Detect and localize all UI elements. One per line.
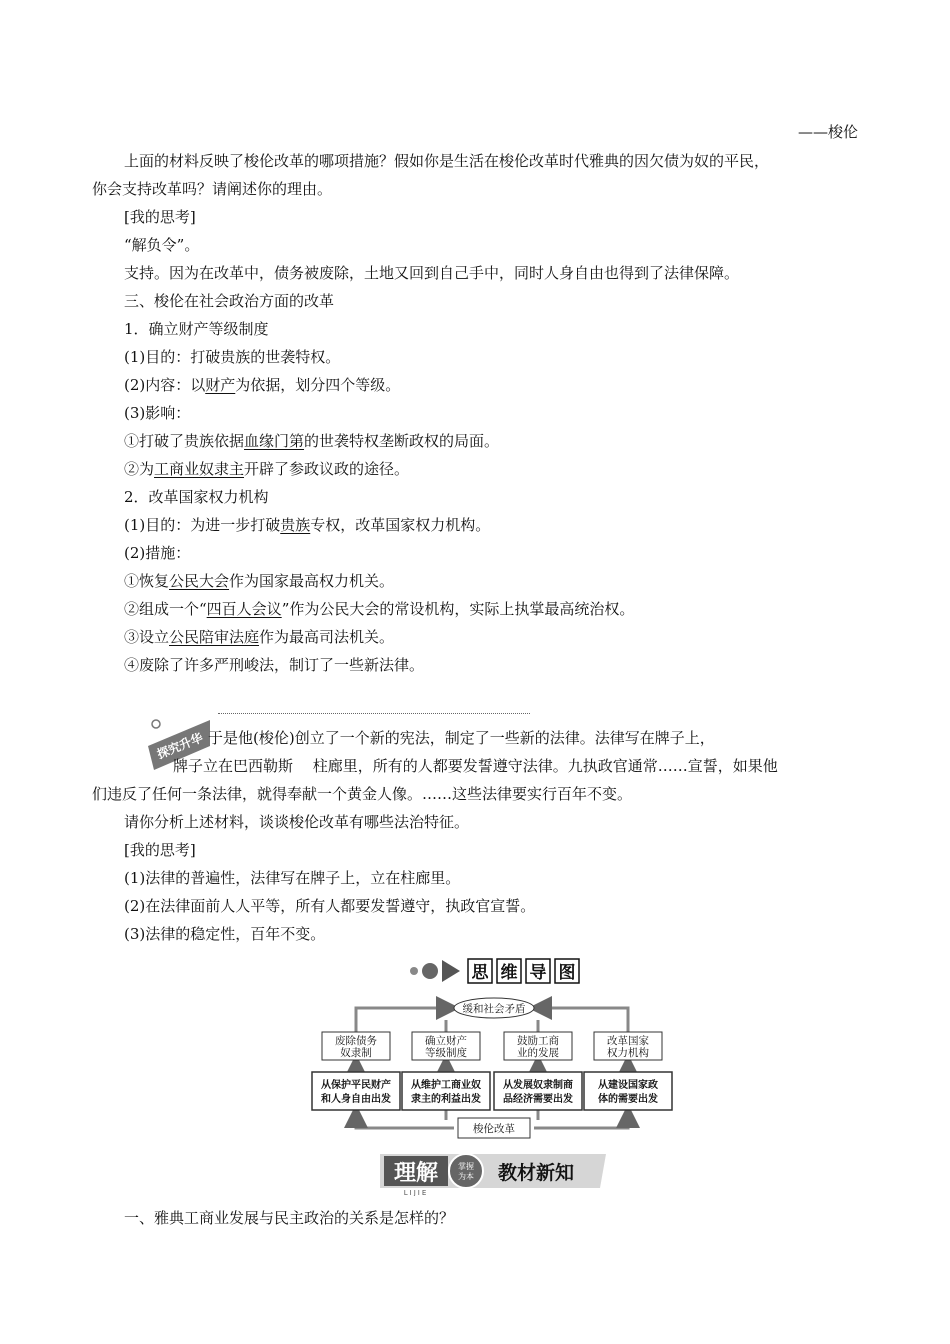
- underlined-key-term: 血缘门第: [244, 432, 305, 450]
- dot-icon: [410, 967, 418, 975]
- s2-measure-4: ④废除了许多严刑峻法，制订了一些新法律。: [124, 656, 425, 674]
- s1-impact-2: [124, 459, 409, 479]
- question-line-2: 你会支持改革吗？请阐述你的理由。: [92, 180, 333, 198]
- text-segment: ”作为公民大会的常设机构，实际上执掌最高统治权。: [281, 600, 635, 618]
- measure-label: 权力机构: [607, 1047, 649, 1059]
- text-segment: ③设立: [124, 628, 170, 646]
- measure-label: 奴隶制: [340, 1047, 372, 1059]
- s2-purpose: [124, 515, 490, 535]
- quote-source: ——梭伦: [797, 123, 858, 141]
- reason-label: 隶主的利益出发: [411, 1094, 481, 1105]
- reason-label: 从发展奴隶制商: [503, 1080, 573, 1091]
- s1-purpose: (1)目的：打破贵族的世袭特权。: [124, 348, 341, 366]
- banner-circle-bottom: 为本: [458, 1172, 474, 1181]
- final-question: 一、雅典工商业发展与民主政治的关系是怎样的？: [124, 1209, 455, 1227]
- reason-label: 从保护平民财产: [321, 1080, 391, 1091]
- s1-impact-1: [124, 431, 499, 451]
- mindmap-header: [408, 954, 588, 988]
- s2-measure-1: [124, 571, 394, 591]
- underlined-key-term: 财产: [205, 376, 236, 394]
- header-char: 思: [471, 963, 489, 983]
- text-segment: ①打破了贵族依据: [124, 432, 245, 450]
- subsection-2-title: 2．改革国家权力机构: [124, 488, 269, 506]
- underlined-key-term: 公民大会: [169, 572, 230, 590]
- reason-label: 和人身自由出发: [321, 1094, 391, 1105]
- banner-circle-top: 掌握: [458, 1162, 474, 1171]
- text-segment: ②为: [124, 460, 155, 478]
- measure-label: 废除债务: [335, 1035, 377, 1047]
- mindmap-bottom: 梭伦改革: [473, 1123, 515, 1135]
- dot-icon: [422, 963, 438, 979]
- text-segment: 为依据，划分四个等级。: [235, 376, 401, 394]
- reason-label: 从维护工商业奴: [411, 1080, 481, 1091]
- s2-measure-3: [124, 627, 394, 647]
- my-thinking-label: [我的思考]: [124, 208, 196, 226]
- measure-label: 改革国家: [607, 1035, 649, 1047]
- explore-line-2: 牌子立在巴西勒斯 柱廊里，所有的人都要发誓遵守法律。九执政官通常……宣誓，如果他: [173, 757, 778, 775]
- reason-label: 从建设国家政: [598, 1080, 658, 1091]
- explore-question: 请你分析上述材料，谈谈梭伦改革有哪些法治特征。: [124, 813, 470, 831]
- underlined-key-term: 四百人会议: [206, 600, 282, 618]
- explore-thinking-label: [我的思考]: [124, 841, 196, 859]
- explore-line-3: 们违反了任何一条法律，就得奉献一个黄金人像。……这些法律要实行百年不变。: [92, 785, 633, 803]
- explore-answer-3: (3)法律的稳定性，百年不变。: [124, 925, 326, 943]
- explore-badge-text: 探究升华: [155, 730, 205, 762]
- measure-label: 鼓励工商: [517, 1035, 559, 1047]
- underlined-key-term: 公民陪审法庭: [169, 628, 260, 646]
- mindmap-top: 缓和社会矛盾: [462, 1003, 526, 1015]
- section-heading: 三、梭伦在社会政治方面的改革: [124, 292, 335, 310]
- banner-main: 理解: [393, 1161, 439, 1186]
- text-segment: ②组成一个“: [124, 600, 207, 618]
- mindmap-diagram: [308, 996, 676, 1142]
- text-segment: 作为最高司法机关。: [259, 628, 395, 646]
- text-segment: (2)内容：以: [124, 376, 206, 394]
- banner-right: 教材新知: [497, 1162, 575, 1184]
- answer-line-1: “解负令”。: [124, 236, 200, 254]
- lijie-banner: [380, 1150, 606, 1196]
- measure-label: 确立财产: [425, 1035, 467, 1047]
- explore-line-1: 于是他(梭伦)创立了一个新的宪法，制定了一些新的法律。法律写在牌子上，: [208, 729, 715, 747]
- banner-circle-icon: [449, 1154, 483, 1188]
- measure-label: 业的发展: [517, 1047, 559, 1059]
- dotted-divider: [218, 713, 530, 714]
- s2-measure-2: [124, 599, 634, 619]
- text-segment: 开辟了参政议政的途径。: [244, 460, 410, 478]
- underlined-key-term: 工商业奴隶主: [154, 460, 245, 478]
- underlined-key-term: 贵族: [280, 516, 311, 534]
- answer-line-2: 支持。因为在改革中，债务被废除，土地又回到自己手中，同时人身自由也得到了法律保障。: [124, 264, 740, 282]
- explore-answer-1: (1)法律的普遍性，法律写在牌子上，立在柱廊里。: [124, 869, 461, 887]
- header-char: 维: [500, 963, 518, 983]
- reason-label: 品经济需要出发: [503, 1094, 573, 1105]
- banner-pinyin: LIJIE: [403, 1189, 429, 1196]
- header-char: 导: [529, 963, 547, 983]
- s1-content: [124, 375, 400, 395]
- reason-label: 体的需要出发: [598, 1094, 658, 1105]
- s2-measures: (2)措施：: [124, 544, 191, 562]
- header-char: 图: [558, 963, 576, 983]
- text-segment: 专权，改革国家权力机构。: [310, 516, 491, 534]
- text-segment: (1)目的：为进一步打破: [124, 516, 281, 534]
- subsection-1-title: 1．确立财产等级制度: [124, 320, 269, 338]
- s1-impact: (3)影响：: [124, 404, 191, 422]
- question-line-1: 上面的材料反映了梭伦改革的哪项措施？假如你是生活在梭伦改革时代雅典的因欠债为奴的平民，: [124, 152, 770, 170]
- measure-label: 等级制度: [425, 1047, 467, 1059]
- text-segment: 作为国家最高权力机关。: [229, 572, 395, 590]
- explore-answer-2: (2)在法律面前人人平等，所有人都要发誓遵守，执政官宣誓。: [124, 897, 536, 915]
- arrow-icon: [442, 960, 460, 982]
- text-segment: ①恢复: [124, 572, 170, 590]
- text-segment: 的世袭特权垄断政权的局面。: [304, 432, 500, 450]
